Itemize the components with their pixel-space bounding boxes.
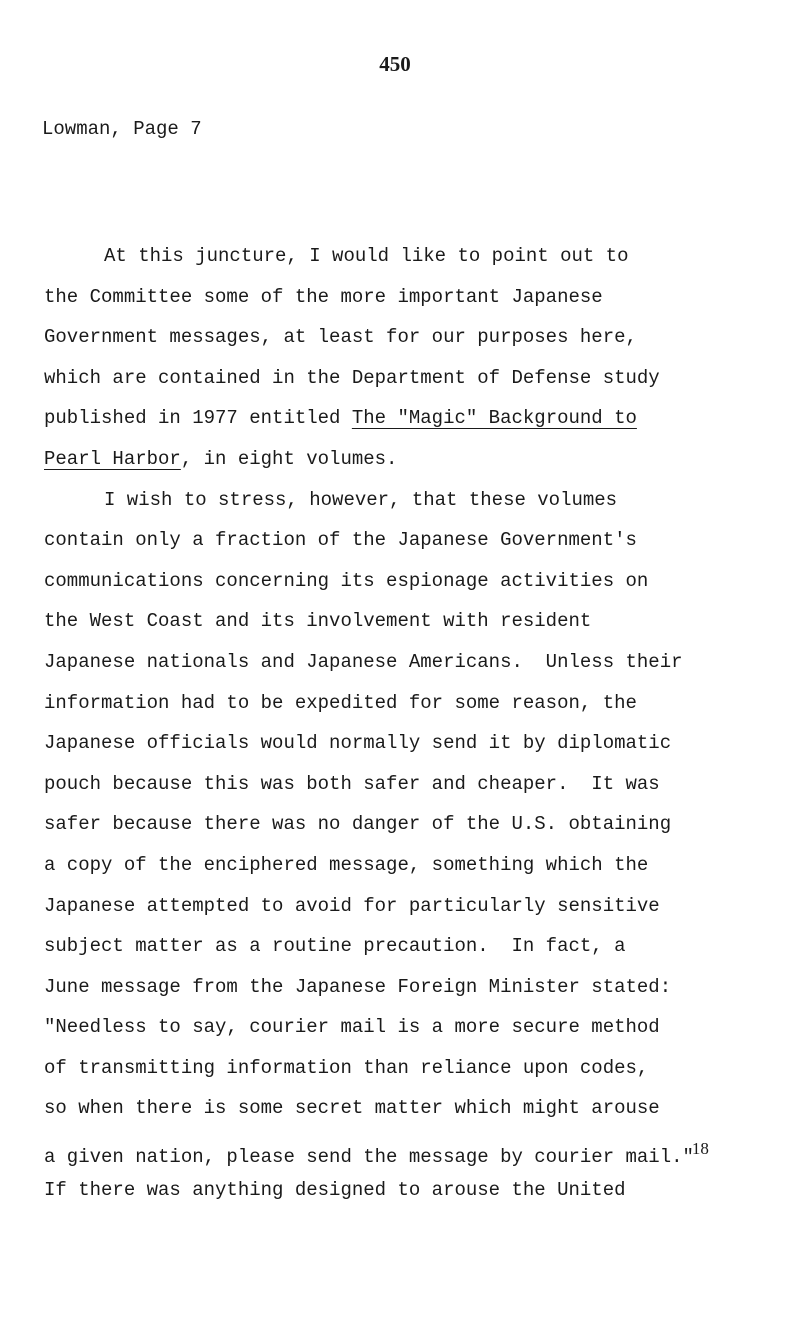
text-line: "Needless to say, courier mail is a more secure method [44, 1016, 660, 1039]
body-text [44, 236, 784, 1210]
text-line: Japanese attempted to avoid for particularly sensitive [44, 894, 660, 917]
book-title: Pearl Harbor [44, 447, 181, 470]
footnote-marker: 18 [691, 1139, 709, 1159]
text-line: Japanese nationals and Japanese Americans. Unless their [44, 650, 683, 673]
text-line [44, 1129, 784, 1170]
text-line: pouch because this was both safer and cheaper. It was [44, 772, 660, 795]
text-line: safer because there was no danger of the U.S. obtaining [44, 813, 672, 836]
text-line: the Committee some of the more important Japanese [44, 285, 603, 308]
text-line [44, 439, 784, 480]
running-head: Lowman, Page 7 [42, 118, 202, 140]
book-title: The "Magic" Background to [351, 407, 637, 430]
text-line: information had to be expedited for some reason, the [44, 691, 637, 714]
text-line: which are contained in the Department of Defense study [44, 366, 660, 389]
text-fragment: published in 1977 entitled [44, 407, 352, 430]
text-line: the West Coast and its involvement with resident [44, 610, 592, 633]
text-line: contain only a fraction of the Japanese Government's [44, 529, 637, 552]
page-number: 450 [379, 52, 411, 76]
text-line: Government messages, at least for our purposes here, [44, 326, 637, 349]
text-fragment: , in eight volumes. [180, 447, 398, 470]
text-line: At this juncture, I would like to point out to [104, 245, 629, 267]
text-line: communications concerning its espionage activities on [44, 569, 649, 592]
text-line: so when there is some secret matter which might arouse [44, 1097, 660, 1120]
text-line: If there was anything designed to arouse the United [44, 1178, 626, 1201]
text-line: June message from the Japanese Foreign Minister stated: [44, 975, 672, 998]
text-line: subject matter as a routine precaution. In fact, a [44, 935, 626, 958]
text-line: I wish to stress, however, that these volumes [104, 488, 618, 511]
text-line [44, 398, 784, 439]
text-line: Japanese officials would normally send it by diplomatic [44, 732, 672, 755]
text-line: of transmitting information than reliance upon codes, [44, 1056, 649, 1079]
text-line: a copy of the enciphered message, something which the [44, 853, 649, 876]
text-fragment: a given nation, please send the message by courier mail." [44, 1146, 694, 1169]
